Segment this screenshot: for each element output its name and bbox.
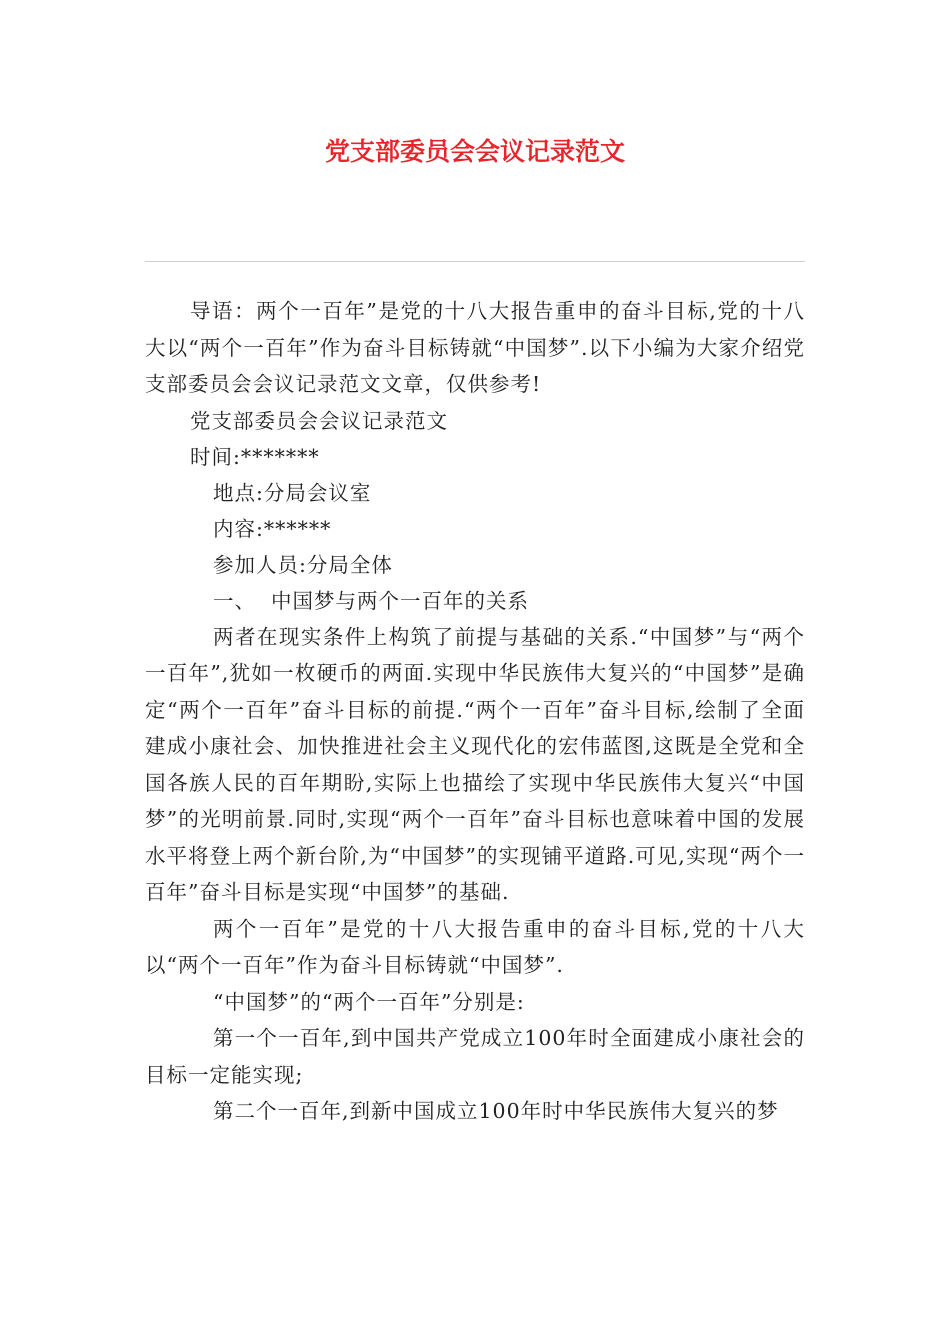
meeting-content: 内容:****** <box>213 516 332 541</box>
paragraph-relationship: 两者在现实条件上构筑了前提与基础的关系.“中国梦”与“两个一百年”,犹如一枚硬币的两面.实现中华民族伟大复兴的“中国梦”是确定“两个一百年”奋斗目标的前提.“两个一百年”奋斗目标,绘制了全面建成小康社会、加快推进社会主义现代化的宏伟蓝图,这既是全党和全国各族人民的百年期盼,实际上也描绘了实现中华民族伟大复兴“中国梦”的光明前景.同时,实现“两个一百年”奋斗目标也意味着中国的发展水平将登上两个新台阶,为“中国梦”的实现铺平道路.可见,实现“两个一百年”奋斗目标是实现“中国梦”的基础. <box>145 624 805 904</box>
meeting-time: 时间:******* <box>190 444 320 469</box>
paragraph-goal: 两个一百年”是党的十八大报告重申的奋斗目标,党的十八大以“两个一百年”作为奋斗目标铸就“中国梦”. <box>145 916 805 977</box>
section-heading: 一、 中国梦与两个一百年的关系 <box>213 588 530 613</box>
intro-paragraph: 导语：两个一百年”是党的十八大报告重申的奋斗目标,党的十八大以“两个一百年”作为奋斗目标铸就“中国梦”.以下小编为大家介绍党支部委员会会议记录范文文章，仅供参考! <box>145 299 805 396</box>
article-subtitle: 党支部委员会会议记录范文 <box>190 408 448 433</box>
divider <box>145 261 805 262</box>
paragraph-second-century: 第二个一百年,到新中国成立100年时中华民族伟大复兴的梦 <box>213 1099 779 1123</box>
paragraph-first-century: 第一个一百年,到中国共产党成立100年时全面建成小康社会的目标一定能实现; <box>145 1026 805 1087</box>
document-body <box>145 293 805 1130</box>
meeting-place: 地点:分局会议室 <box>213 480 372 505</box>
paragraph-two-centuries: “中国梦”的“两个一百年”分别是: <box>213 989 525 1014</box>
page-title: 党支部委员会会议记录范文 <box>324 137 625 166</box>
meeting-participants: 参加人员:分局全体 <box>213 552 393 577</box>
